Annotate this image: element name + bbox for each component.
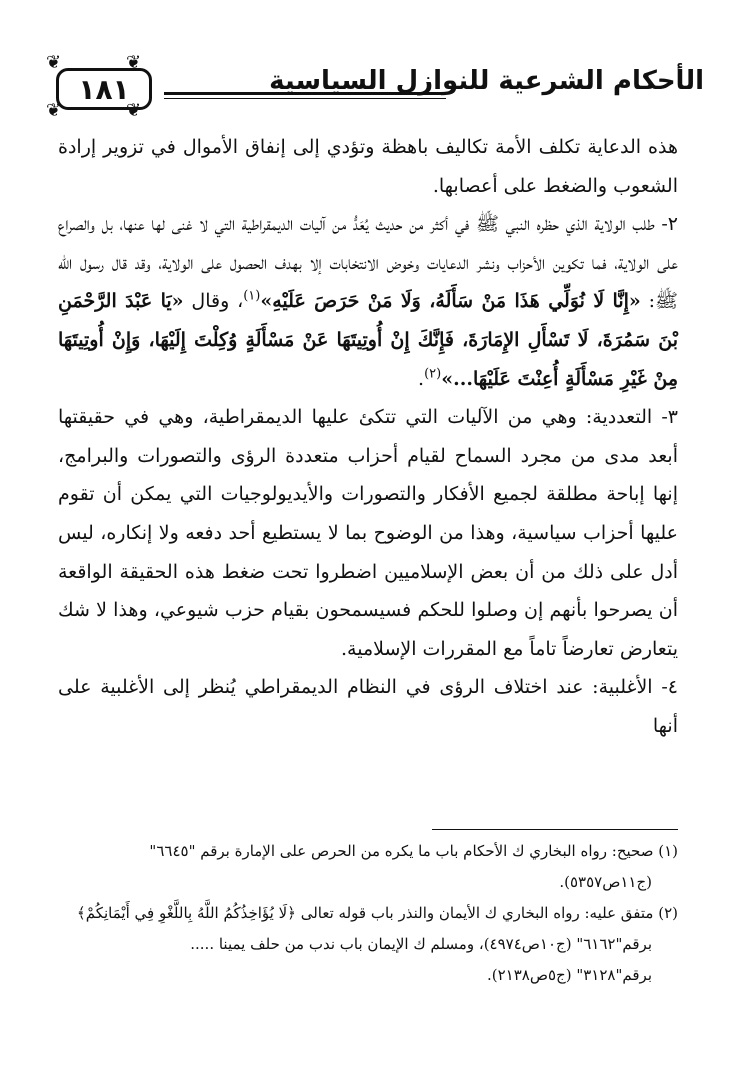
footnote-ref-1[interactable]: (١)	[243, 289, 261, 305]
hadith-quote-2: «يَا عَبْدَ الرَّحْمَنِ بْنَ سَمُرَةَ، لَا تَسْأَلِ الإِمَارَةَ، فَإِنَّكَ إِنْ أُوتِيتَهَا عَنْ مَسْأَلَةٍ وُكِلْتَ إِلَيْهَا، وَإِنْ أُوتِيتَهَا مِنْ غَيْرِ مَسْأَلَةٍ أُعِنْتَ عَلَيْهَا...»	[58, 290, 678, 390]
paragraph-3: ٣- التعددية: وهي من الآليات التي تتكئ عليها الديمقراطية، وهي في حقيقتها أبعد مدى من مجرد السماح لقيام أحزاب متعددة الرؤى والتصورات والبرامج، إنها إباحة مطلقة لجميع الأفكار والتصورات والأيديولوجيات التي يمكن أن تقوم عليها أحزاب سياسية، وهذا من الوضوح بما لا يستطيع أحد دفعه ولا إنكاره، ليس أدل على ذلك من أن بعض الإسلاميين اضطروا تحت ضغط هذه الحقيقة الواقعة أن يصرحوا بأنهم إن وصلوا للحكم فسيسمحون بقيام حزب شيوعي، وهذا لا شك يتعارض تعارضاً تاماً مع المقررات الإسلامية.	[58, 406, 678, 660]
footnote-1-line-2: (ج١١ص٥٣٥٧).	[559, 873, 652, 891]
footnote-2-line-2: برقم"٦١٦٢" (ج١٠ص٤٩٧٤)، ومسلم ك الإيمان باب ندب من حلف يمينا .....	[190, 935, 652, 953]
paragraph-4: ٤- الأغلبية: عند اختلاف الرؤى في النظام الديمقراطي يُنظر إلى الأغلبية على أنها	[58, 676, 678, 737]
paragraph-2-end: .	[418, 367, 425, 390]
footnote-2-line-3: برقم"٣١٢٨" (ج٥ص٢١٣٨).	[486, 966, 652, 984]
paragraph-2-mid: ، وقال	[183, 290, 244, 313]
ornament-icon: ❦	[46, 52, 62, 73]
paragraph-2-text: ٢- طلب الولاية الذي حظره النبي ﷺ في أكثر من حديث يُعَدُّ من آليات الديمقراطية التي لا غنى لها عنها، بل والصراع على الولاية، فما تكوين الأحزاب ونشر الدعايات وخوض الانتخابات إلا بهدف الحصول على الولاية، وقد قال رسول الله ﷺ:	[58, 213, 678, 313]
footnote-1-line-1: (١) صحيح: رواه البخاري ك الأحكام باب ما يكره من الحرص على الإمارة برقم "٦٦٤٥"	[149, 842, 678, 860]
footnote-separator	[432, 829, 678, 830]
paragraph-1: هذه الدعاية تكلف الأمة تكاليف باهظة وتؤدي إلى إنفاق الأموال في تزوير إرادة الشعوب والضغط على أعصابها.	[58, 136, 678, 197]
book-title: الأحكام الشرعية للنوازل السياسية	[269, 66, 704, 96]
ornament-icon: ❦	[126, 100, 142, 121]
ornament-icon: ❦	[126, 52, 142, 73]
main-text	[58, 128, 678, 746]
ornament-icon: ❦	[46, 100, 62, 121]
paragraph-2	[58, 205, 678, 398]
header-rule-thin	[164, 98, 446, 99]
hadith-quote-1: «إِنَّا لَا نُوَلِّي هَذَا مَنْ سَأَلَهُ، وَلَا مَنْ حَرَصَ عَلَيْهِ»	[260, 290, 641, 313]
page-number: ١٨١	[78, 72, 130, 106]
footnote-2-line-1: (٢) متفق عليه: رواه البخاري ك الأيمان والنذر باب قوله تعالى ﴿لَا يُؤَاخِذُكُمُ اللَّهُ بِاللَّغْوِ فِي أَيْمَانِكُمْ﴾	[76, 904, 678, 922]
footnotes	[58, 836, 678, 991]
page-header	[44, 50, 704, 130]
footnote-ref-2[interactable]: (٢)	[424, 366, 442, 382]
